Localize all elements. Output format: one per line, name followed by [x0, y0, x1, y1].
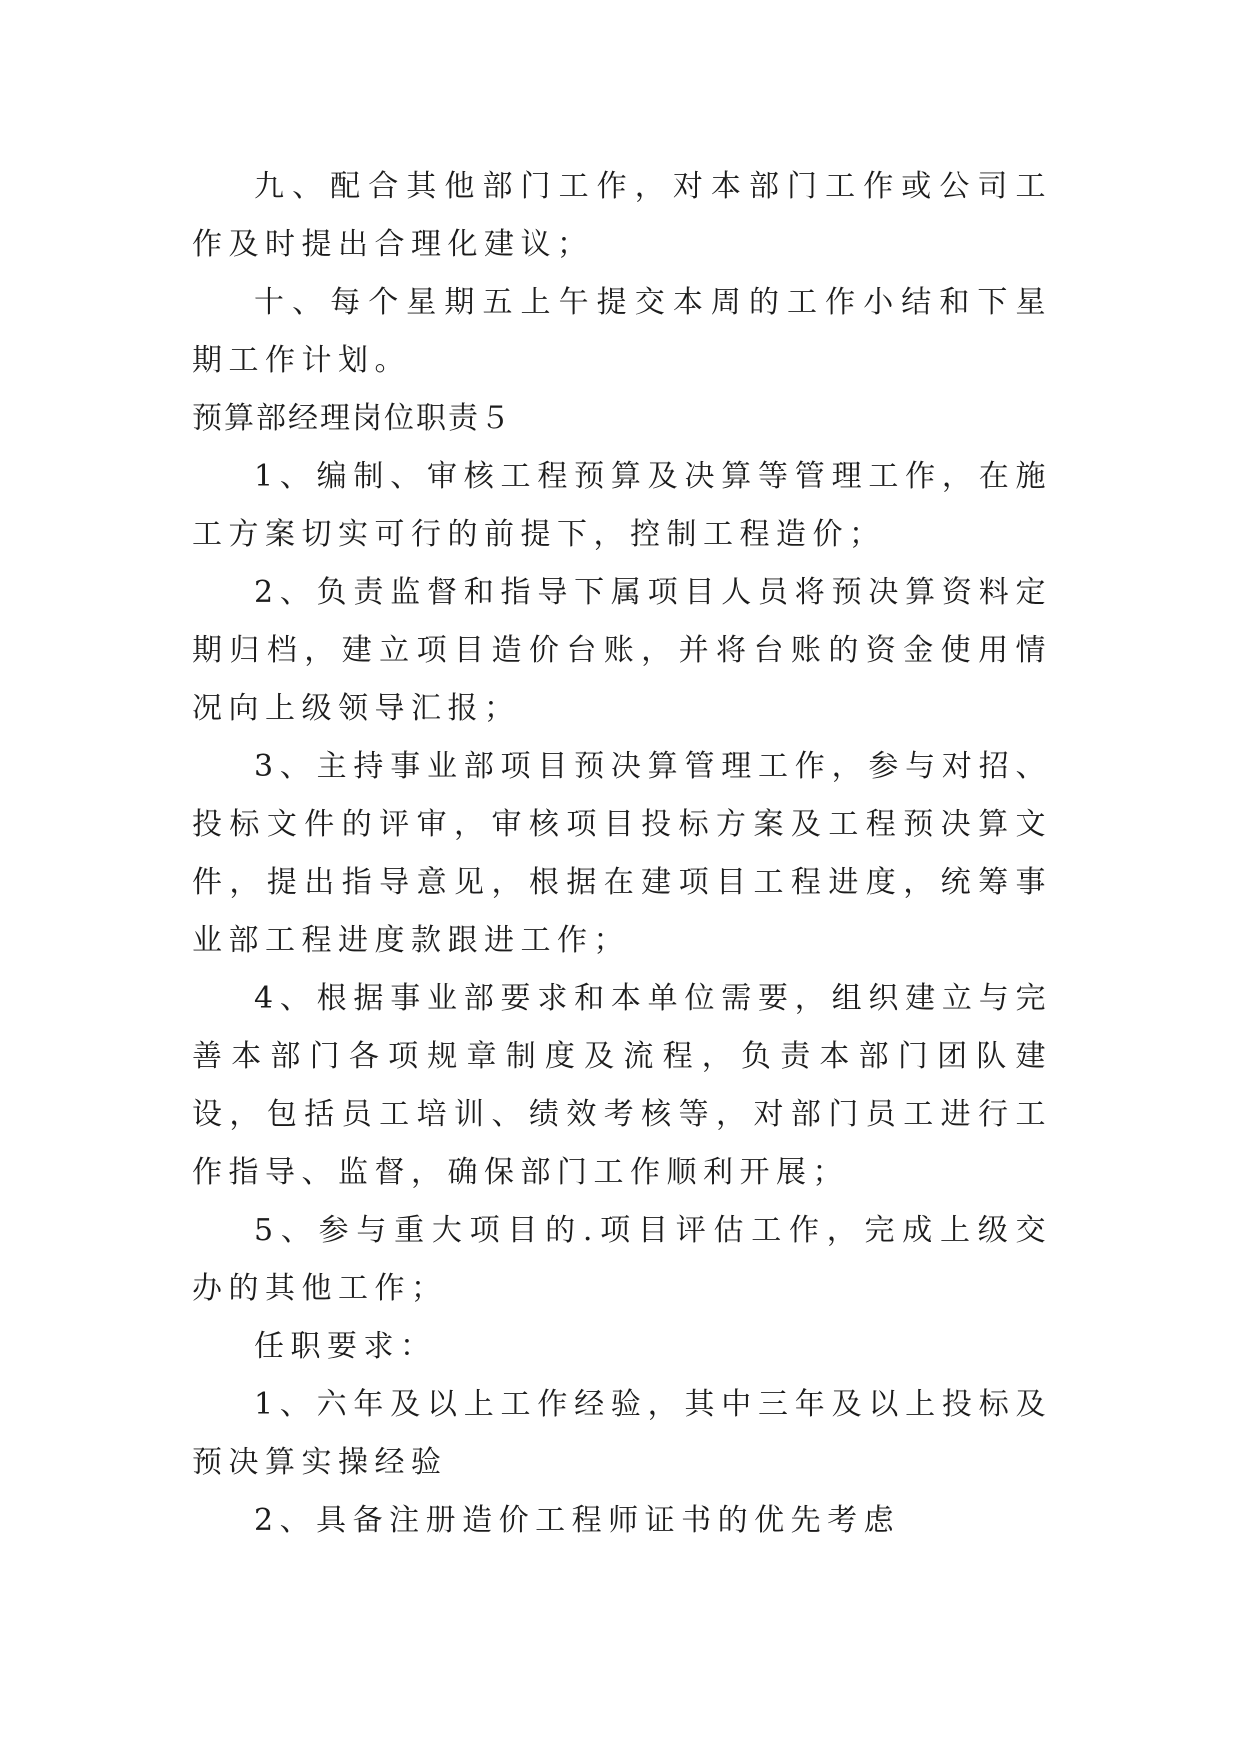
document-body: [192, 158, 1052, 1550]
duty-item-5: 5、参与重大项目的.项目评估工作，完成上级交办的其他工作；: [192, 1213, 1052, 1306]
requirements-label: 任职要求：: [254, 1329, 437, 1364]
paragraph-item-10: 十、每个星期五上午提交本周的工作小结和下星期工作计划。: [192, 285, 1052, 378]
duty-item-4: 4、根据事业部要求和本单位需要，组织建立与完善本部门各项规章制度及流程，负责本部门团队建设，包括员工培训、绩效考核等，对部门员工进行工作指导、监督，确保部门工作顺利开展；: [192, 981, 1052, 1190]
paragraph-item-9: 九、配合其他部门工作，对本部门工作或公司工作及时提出合理化建议；: [192, 169, 1052, 262]
duty-item-1: 1、编制、审核工程预算及决算等管理工作，在施工方案切实可行的前提下，控制工程造价；: [192, 459, 1052, 552]
requirement-item-1: 1、六年及以上工作经验，其中三年及以上投标及预决算实操经验: [192, 1387, 1052, 1480]
duty-item-3: 3、主持事业部项目预决算管理工作，参与对招、投标文件的评审，审核项目投标方案及工程预决算文件，提出指导意见，根据在建项目工程进度，统筹事业部工程进度款跟进工作；: [192, 749, 1052, 958]
section-heading: 预算部经理岗位职责５: [192, 401, 512, 436]
requirement-item-2: 2、具备注册造价工程师证书的优先考虑: [254, 1503, 901, 1538]
duty-item-2: 2、负责监督和指导下属项目人员将预决算资料定期归档，建立项目造价台账，并将台账的资金使用情况向上级领导汇报；: [192, 575, 1052, 726]
